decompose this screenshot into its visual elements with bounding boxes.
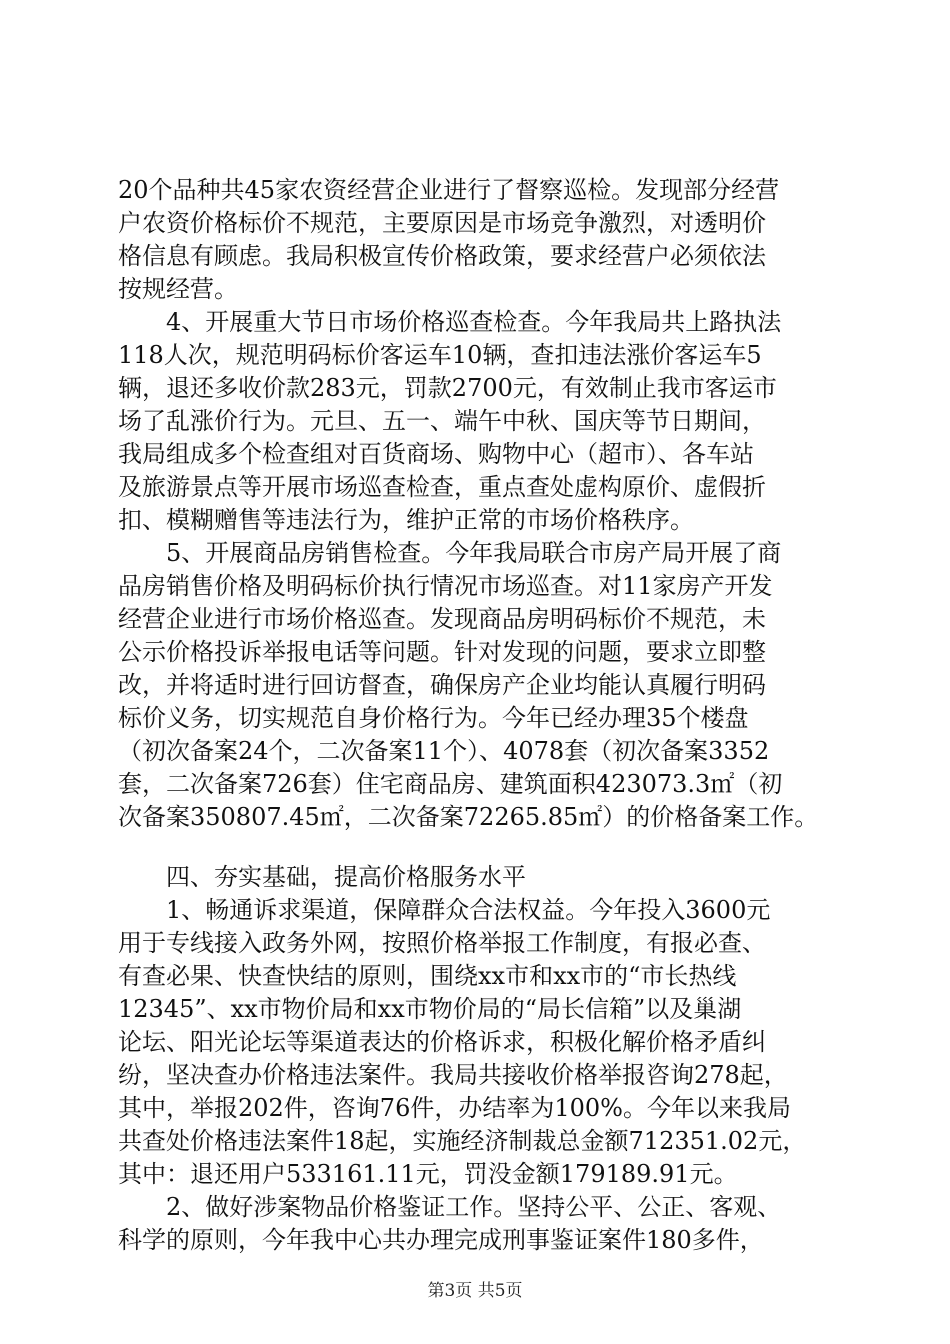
text-line: 科学的原则，今年我中心共办理完成刑事鉴证案件180多件，	[118, 1226, 764, 1254]
text-line: 20个品种共45家农资经营企业进行了督察巡检。发现部分经营	[118, 176, 780, 204]
text-line: 按规经营。	[118, 275, 238, 303]
text-line: （初次备案24个，二次备案11个）、4078套（初次备案3352	[118, 737, 770, 765]
text-line: 我局组成多个检查组对百货商场、购物中心（超市）、各车站	[118, 440, 754, 468]
page-number-footer: 第3页 共5页	[427, 1281, 523, 1301]
text-line: 经营企业进行市场价格巡查。发现商品房明码标价不规范，未	[118, 605, 766, 633]
text-line: 论坛、阳光论坛等渠道表达的价格诉求，积极化解价格矛盾纠	[118, 1028, 766, 1056]
text-line: 及旅游景点等开展市场巡查检查，重点查处虚构原价、虚假折	[118, 473, 766, 501]
text-line: 户农资价格标价不规范，主要原因是市场竞争激烈，对透明价	[118, 209, 766, 237]
text-line: 4、开展重大节日市场价格巡查检查。今年我局共上路执法	[166, 308, 782, 336]
text-line: 套，二次备案726套）住宅商品房、建筑面积423073.3㎡（初	[118, 770, 783, 798]
text-line: 其中，举报202件，咨询76件，办结率为100%。今年以来我局	[118, 1094, 791, 1122]
text-line: 共查处价格违法案件18起，实施经济制裁总金额712351.02元，	[118, 1127, 807, 1155]
text-line: 1、畅通诉求渠道，保障群众合法权益。今年投入3600元	[166, 896, 771, 924]
text-line: 5、开展商品房销售检查。今年我局联合市房产局开展了商	[166, 539, 782, 567]
text-line: 品房销售价格及明码标价执行情况市场巡查。对11家房产开发	[118, 572, 773, 600]
text-line: 公示价格投诉举报电话等问题。针对发现的问题，要求立即整	[118, 638, 766, 666]
text-line: 辆，退还多收价款283元，罚款2700元，有效制止我市客运市	[118, 374, 777, 402]
text-line: 其中：退还用户533161.11元，罚没金额179189.91元。	[118, 1160, 738, 1188]
text-line: 纷，坚决查办价格违法案件。我局共接收价格举报咨询278起，	[118, 1061, 788, 1089]
text-line: 有查必果、快查快结的原则，围绕xx市和xx市的“市长热线	[118, 962, 737, 990]
text-line: 118人次，规范明码标价客运车10辆，查扣违法涨价客运车5	[118, 341, 762, 369]
text-line: 扣、模糊赠售等违法行为，维护正常的市场价格秩序。	[118, 506, 694, 534]
text-line: 次备案350807.45㎡，二次备案72265.85㎡）的价格备案工作。	[118, 803, 819, 831]
text-line: 格信息有顾虑。我局积极宣传价格政策，要求经营户必须依法	[118, 242, 766, 270]
text-line: 场了乱涨价行为。元旦、五一、端午中秋、国庆等节日期间，	[118, 407, 766, 435]
text-line: 2、做好涉案物品价格鉴证工作。坚持公平、公正、客观、	[166, 1193, 782, 1221]
text-line: 用于专线接入政务外网，按照价格举报工作制度，有报必查、	[118, 929, 766, 957]
text-line: 改，并将适时进行回访督查，确保房产企业均能认真履行明码	[118, 671, 766, 699]
text-line: 标价义务，切实规范自身价格行为。今年已经办理35个楼盘	[118, 704, 749, 732]
section-heading: 四、夯实基础，提高价格服务水平	[166, 863, 526, 891]
text-line: 12345”、xx市物价局和xx市物价局的“局长信箱”以及巢湖	[118, 995, 742, 1023]
